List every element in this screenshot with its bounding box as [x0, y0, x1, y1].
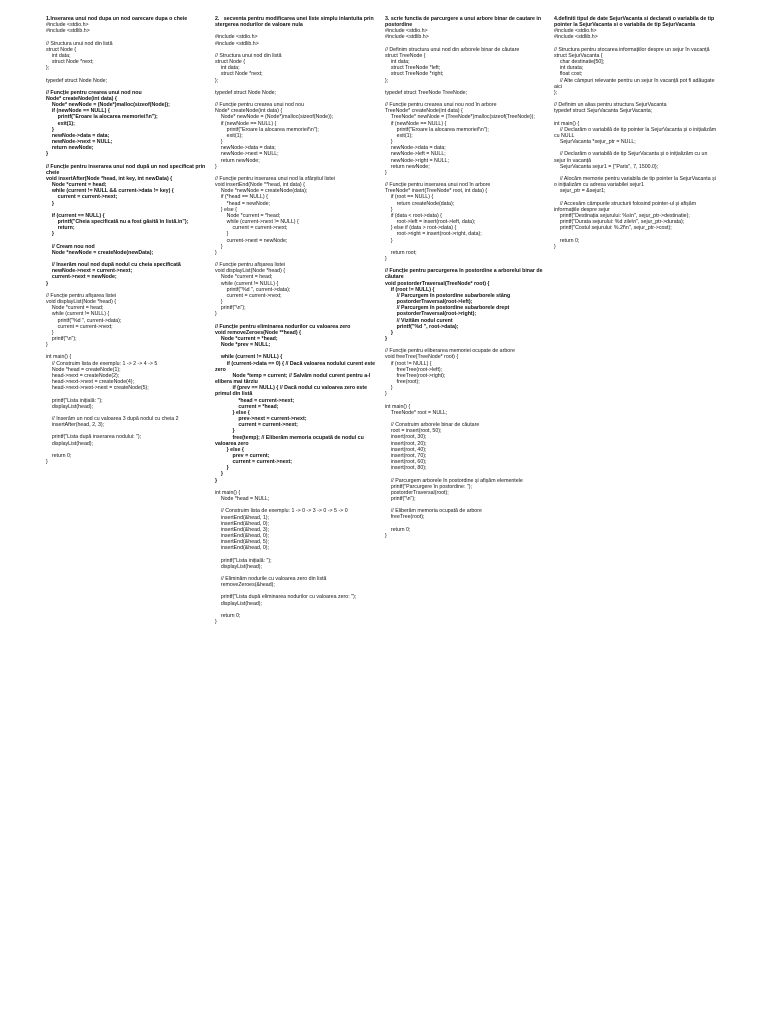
code-line: }: [215, 139, 223, 146]
column-3-bst-postorder: [385, 16, 548, 539]
code-line: while (current != NULL && current->data != key) {: [46, 188, 174, 195]
code-line: };: [215, 77, 219, 84]
code-line: *head = newNode;: [215, 200, 271, 207]
code-line: }: [385, 237, 393, 244]
code-line: TreeNode* createNode(int data) {: [385, 108, 463, 115]
code-line: }: [215, 619, 217, 626]
code-line: }: [215, 249, 217, 256]
code-line: struct Node *next;: [215, 71, 263, 78]
code-line: TreeNode* insert(TreeNode* root, int data) {: [385, 188, 488, 195]
code-line: } else {: [215, 446, 244, 453]
code-line: struct TreeNode *left;: [385, 65, 441, 72]
code-line: // Declarăm o variabilă de tip SejurVacanta și o inițializăm cu un sejur în vacanță: [554, 151, 709, 164]
code-line: // Construim lista de exemplu: 1 -> 0 -> 3 -> 0 -> 5 -> 0: [215, 508, 348, 515]
code-line: displayList(head);: [215, 563, 262, 570]
code-line: int data;: [46, 52, 71, 59]
code-line: if (newNode == NULL) {: [46, 108, 110, 115]
code-line: printf("\n");: [215, 305, 246, 312]
code-line: Node *head = NULL;: [215, 496, 270, 503]
code-line: Node* createNode(int data) {: [46, 95, 117, 102]
code-line: struct TreeNode *right;: [385, 71, 444, 78]
code-line: int main() {: [554, 120, 580, 127]
code-line: return;: [46, 225, 75, 232]
section-heading: 2. secventa pentru modificarea unei liste simplu inlantuita prin stergerea nodurilor de valoare nula: [215, 16, 376, 29]
code-line: newNode->next = current->next;: [46, 268, 133, 275]
code-line: insert(root, 40);: [385, 446, 427, 453]
code-line: void postorderTraversal(TreeNode* root) {: [385, 280, 490, 287]
code-line: } else if (data > root->data) {: [385, 225, 457, 232]
code-line: }: [385, 169, 387, 176]
code-line: struct Node {: [46, 46, 77, 53]
code-line: insertEnd(&head, 3);: [215, 526, 269, 533]
code-line: displayList(head);: [215, 600, 262, 607]
code-line: head->next->next = createNode(4);: [46, 379, 134, 386]
code-line: }: [46, 126, 54, 133]
code-line: Node* createNode(int data) {: [215, 108, 283, 115]
code-line: printf("Durata sejurului: %d zile\n", sejur_ptr->durata);: [554, 219, 685, 226]
code-line: current = *head;: [215, 403, 279, 410]
code-line: printf("%d ", root->data);: [385, 323, 459, 330]
code-line: // Inserăm un nod cu valoarea 3 după nodul cu cheia 2: [46, 415, 179, 422]
code-line: return root;: [385, 249, 417, 256]
code-line: insertEnd(&head, 1);: [215, 514, 269, 521]
code-line: while (current != NULL) {: [46, 311, 110, 318]
code-line: }: [46, 329, 54, 336]
code-line: newNode->next = NULL;: [46, 139, 113, 146]
code-line: postorderTraversal(root->right);: [385, 311, 477, 318]
code-line: newNode->data = data;: [215, 145, 276, 152]
code-line: }: [385, 385, 393, 392]
column-1-insert-after-key: [46, 16, 209, 465]
code-line: }: [46, 231, 54, 238]
code-line: current = current->next;: [215, 225, 288, 232]
code-line: return newNode;: [385, 163, 430, 170]
code-line: int main() {: [215, 489, 241, 496]
code-line: return 0;: [385, 526, 411, 533]
code-line: #include <stdlib.h>: [46, 28, 90, 35]
code-line: void freeTree(TreeNode* root) {: [385, 354, 459, 361]
code-line: // Inserăm noul nod după nodul cu cheia specificată: [46, 262, 181, 269]
code-line: }: [385, 329, 393, 336]
code-line: if (newNode == NULL) {: [385, 120, 447, 127]
code-line: // Funcție pentru inserarea unui nod în arbore: [385, 182, 491, 189]
code-line: int main() {: [385, 403, 411, 410]
code-line: while (current->next != NULL) {: [215, 219, 299, 226]
code-line: printf("Lista inițială: ");: [46, 397, 103, 404]
code-line: current = current->next;: [46, 323, 113, 330]
code-line: // Funcție pentru afișarea listei: [215, 262, 286, 269]
code-line: insert(root, 70);: [385, 452, 427, 459]
code-line: // Declarăm o variabilă de tip pointer la SejurVacanta și o inițializăm cu NULL: [554, 126, 718, 139]
code-line: if (root != NULL) {: [385, 360, 432, 367]
code-line: }: [215, 231, 229, 238]
code-line: displayList(head);: [46, 440, 93, 447]
code-line: };: [554, 89, 558, 96]
code-line: postorderTraversal(root);: [385, 489, 449, 496]
code-line: // Funcție pentru crearea unui nod nou: [215, 102, 305, 109]
code-line: prev->next = current->next;: [215, 416, 307, 423]
code-line: void removeZeroes(Node **head) {: [215, 329, 302, 336]
code-line: float cost;: [554, 71, 583, 78]
code-line: insertEnd(&head, 5);: [215, 539, 269, 546]
code-line: }: [46, 151, 49, 158]
code-line: } else {: [215, 409, 250, 416]
code-line: current->next = newNode;: [215, 237, 288, 244]
code-line: printf("Costul sejurului: %.2f\n", sejur_ptr->cost);: [554, 225, 672, 232]
code-line: // Definim un alias pentru structura SejurVacanta: [554, 102, 667, 109]
code-line: freeTree(root->right);: [385, 372, 446, 379]
code-line: }: [46, 342, 48, 349]
code-line: exit(1);: [385, 132, 413, 139]
code-line: if (newNode == NULL) {: [215, 120, 277, 127]
code-line: removeZeroes(&head);: [215, 582, 275, 589]
code-line: Node *head = createNode(1);: [46, 366, 121, 373]
code-line: }: [554, 243, 556, 250]
code-line: // Eliberăm memoria ocupată de arbore: [385, 508, 482, 515]
code-line: exit(1);: [215, 132, 243, 139]
code-line: // Definim structura unui nod din arborele binar de căutare: [385, 46, 520, 53]
code-line: Node *current = head;: [215, 274, 273, 281]
code-line: void displayList(Node *head) {: [46, 299, 117, 306]
code-line: exit(1);: [46, 120, 75, 127]
code-line: if (current == NULL) {: [46, 212, 105, 219]
code-line: printf("\n");: [385, 496, 416, 503]
code-line: }: [215, 465, 229, 472]
code-line: Node *newNode = createNode(newData);: [46, 249, 154, 256]
code-line: }: [46, 459, 48, 466]
code-line: }: [385, 206, 393, 213]
code-line: }: [46, 200, 54, 207]
code-line: #include <stdio.h>: [46, 22, 89, 29]
code-line: if (root == NULL) {: [385, 194, 434, 201]
code-line: int data;: [385, 59, 410, 66]
code-line: printf("Eroare la alocarea memoriei!\n");: [46, 114, 158, 121]
code-line: insertEnd(&head, 0);: [215, 545, 269, 552]
code-line: int main() {: [46, 354, 72, 361]
code-line: insert(root, 80);: [385, 465, 427, 472]
code-line: newNode->data = data;: [46, 132, 110, 139]
code-line: void insertEnd(Node **head, int data) {: [215, 182, 305, 189]
code-line: newNode->next = NULL;: [215, 151, 279, 158]
code-line: return newNode;: [46, 145, 94, 152]
code-line: if (prev == NULL) { // Dacă nodul cu valoarea zero este primul din listă: [215, 385, 369, 398]
code-line: root->right = insert(root->right, data);: [385, 231, 482, 238]
code-line: // Eliminăm nodurile cu valoarea zero din listă: [215, 576, 327, 583]
section-heading: 1.Inserarea unui nod dupa un nod oarecare dupa o cheie: [46, 16, 188, 22]
code-line: #include <stdio.h>: [554, 28, 597, 35]
code-line: }: [385, 336, 388, 343]
code-line: }: [215, 299, 223, 306]
code-line: // Funcție pentru crearea unui nod nou: [46, 89, 142, 96]
code-line: // Funcție pentru crearea unui nou nod în arbore: [385, 102, 497, 109]
code-line: while (current != NULL) {: [215, 280, 279, 287]
code-line: root = insert(root, 50);: [385, 428, 442, 435]
code-line: insert(root, 20);: [385, 440, 427, 447]
code-line: // Parcurgem arborele în postordine și afișăm elementele: [385, 477, 523, 484]
code-line: // Structura pentru stocarea informațiilor despre un sejur în vacanță: [554, 46, 710, 53]
code-line: printf("Eroare la alocarea memoriei!\n");: [385, 126, 489, 133]
code-line: struct Node *next;: [46, 59, 94, 66]
code-line: if (*head == NULL) {: [215, 194, 268, 201]
code-line: #include <stdlib.h>: [385, 34, 429, 41]
code-line: // Parcurgem în postordine subarborele drept: [385, 305, 510, 312]
code-line: Node *current = head;: [46, 305, 104, 312]
code-line: free(temp); // Eliberăm memoria ocupată de nodul cu valoarea zero: [215, 434, 366, 447]
code-line: return createNode(data);: [385, 200, 455, 207]
code-line: printf("%d ", current->data);: [215, 286, 291, 293]
code-line: Node *current = head;: [46, 182, 107, 189]
code-line: // Parcurgem în postordine subarborele stâng: [385, 292, 511, 299]
code-line: printf("Destinația sejurului: %s\n", sejur_ptr->destinatie);: [554, 212, 690, 219]
code-line: }: [385, 256, 387, 263]
code-line: return 0;: [46, 452, 72, 459]
code-line: struct Node {: [215, 59, 246, 66]
code-line: // Alocăm memorie pentru variabila de tip pointer la SejurVacanta și o inițializăm cu adresa variabilei sejur1: [554, 175, 718, 189]
code-line: // Funcție pentru eliminarea nodurilor cu valoarea zero: [215, 323, 351, 330]
code-line: typedef struct TreeNode TreeNode;: [385, 89, 468, 96]
code-line: *head = current->next;: [215, 397, 295, 404]
code-line: Node* newNode = (Node*)malloc(sizeof(Node));: [46, 102, 170, 109]
code-line: TreeNode* root = NULL;: [385, 409, 448, 416]
code-line: prev = current;: [215, 452, 270, 459]
code-line: // Funcție pentru parcurgerea în postordine a arborelui binar de căutare: [385, 268, 544, 281]
code-line: insertEnd(&head, 0);: [215, 532, 269, 539]
code-line: newNode->data = data;: [385, 145, 446, 152]
code-line: int data;: [215, 65, 240, 72]
code-line: printf("Parcurgere în postordine: ");: [385, 483, 472, 490]
code-line: current = current->next;: [215, 459, 293, 466]
code-line: freeTree(root->left);: [385, 366, 443, 373]
code-line: head->next->next->next = createNode(5);: [46, 385, 149, 392]
code-line: sejur_ptr = &sejur1;: [554, 188, 606, 195]
code-line: void insertAfter(Node *head, int key, int newData) {: [46, 176, 173, 182]
code-line: Node *current = *head;: [215, 212, 281, 219]
code-line: // Structura unui nod din listă: [46, 40, 113, 47]
code-line: head->next = createNode(2);: [46, 372, 120, 379]
code-line: TreeNode* newNode = (TreeNode*)malloc(sizeof(TreeNode));: [385, 114, 535, 121]
code-line: }: [385, 391, 387, 398]
code-line: }: [215, 477, 218, 484]
code-line: printf("Eroare la alocarea memoriei!\n");: [215, 126, 319, 133]
code-line: printf("%d ", current->data);: [46, 317, 122, 324]
code-line: }: [215, 428, 235, 435]
code-line: }: [215, 163, 217, 170]
code-line: return newNode;: [215, 157, 260, 164]
code-line: current = current->next;: [215, 292, 282, 299]
code-line: current = current->next;: [215, 422, 298, 429]
code-line: if (data < root->data) {: [385, 212, 442, 219]
code-line: Node* newNode = (Node*)malloc(sizeof(Node));: [215, 114, 334, 121]
code-line: current->next = newNode;: [46, 274, 117, 281]
code-line: postorderTraversal(root->left);: [385, 299, 473, 306]
section-heading: 4.definiti tipul de date SejurVacanta si declarati o variabila de tip pointer la SejurVacanta si o variabila de tip SejurVacanta: [554, 16, 716, 29]
code-line: #include <stdio.h>: [385, 28, 428, 35]
code-line: Node *prev = NULL;: [215, 342, 271, 349]
code-line: while (current != NULL) {: [215, 354, 283, 361]
code-line: // Construim lista de exemplu: 1 -> 2 -> 4 -> 5: [46, 360, 158, 367]
code-line: printf("Lista după eliminarea nodurilor cu valoarea zero: ");: [215, 594, 357, 601]
code-line: displayList(head);: [46, 403, 93, 410]
code-line: }: [385, 139, 393, 146]
code-line: // Funcție pentru inserarea unui nod la sfârșitul listei: [215, 175, 335, 182]
code-line: printf("Lista inițială: ");: [215, 557, 272, 564]
code-line: if (current->data == 0) { // Dacă valoarea nodului curent este zero: [215, 360, 377, 373]
code-line: };: [385, 77, 389, 84]
code-line: // Cream nou nod: [46, 243, 95, 250]
code-line: #include <stdio.h>: [215, 34, 258, 41]
code-line: return 0;: [215, 612, 241, 619]
code-line: typedef struct SejurVacanta SejurVacanta;: [554, 108, 653, 115]
code-line: current = current->next;: [46, 194, 118, 201]
code-line: insertEnd(&head, 0);: [215, 520, 269, 527]
code-line: int durata;: [554, 65, 584, 72]
code-line: }: [215, 243, 223, 250]
code-line: #include <stdlib.h>: [554, 34, 598, 41]
code-line: Node *temp = current; // Salvăm nodul curent pentru a-l elibera mai târziu: [215, 372, 372, 386]
code-line: Node *current = *head;: [215, 336, 278, 343]
code-line: printf("\n");: [46, 336, 77, 342]
code-line: // Structura unui nod din listă: [215, 52, 282, 59]
code-line: newNode->left = NULL;: [385, 151, 446, 158]
code-line: // Vizităm nodul curent: [385, 317, 453, 324]
code-line: struct SejurVacanta {: [554, 52, 603, 59]
code-line: // Funcție pentru afișarea listei: [46, 292, 117, 299]
code-line: typedef struct Node Node;: [46, 77, 107, 84]
code-line: char destinatie[50];: [554, 59, 605, 66]
code-line: }: [215, 311, 217, 318]
code-line: free(root);: [385, 379, 420, 386]
code-line: }: [46, 280, 49, 287]
code-line: struct TreeNode {: [385, 52, 426, 59]
code-line: root->left = insert(root->left, data);: [385, 219, 476, 226]
code-line: }: [215, 471, 223, 478]
code-line: insert(root, 30);: [385, 434, 427, 441]
column-2-remove-zero-nodes: [215, 16, 378, 625]
code-line: newNode->right = NULL;: [385, 157, 449, 164]
code-line: // Funcție pentru eliberarea memoriei ocupate de arbore: [385, 348, 515, 355]
code-line: insertAfter(head, 2, 3);: [46, 422, 105, 429]
code-line: // Construim arborele binar de căutare: [385, 422, 480, 429]
code-line: };: [46, 65, 50, 72]
code-line: freeTree(root);: [385, 514, 425, 521]
code-line: } else {: [215, 206, 237, 213]
code-line: SejurVacanta sejur1 = {"Paris", 7, 1500.0};: [554, 163, 659, 170]
code-line: SejurVacanta *sejur_ptr = NULL;: [554, 139, 636, 146]
code-line: // Funcție pentru inserarea unui nod după un nod specificat prin cheie: [46, 163, 207, 176]
code-line: return 0;: [554, 237, 580, 244]
code-line: typedef struct Node Node;: [215, 89, 276, 96]
code-line: // Alte câmpuri relevante pentru un sejur în vacanță pot fi adăugate aici: [554, 77, 716, 90]
code-line: printf("Lista după inserarea nodului: ");: [46, 434, 142, 441]
code-line: printf("Cheia specificată nu a fost găsită în listă.\n");: [46, 219, 189, 226]
code-line: }: [385, 532, 387, 539]
column-4-sejur-vacanta: [554, 16, 717, 250]
code-line: if (root != NULL) {: [385, 286, 435, 293]
code-line: insert(root, 60);: [385, 459, 427, 466]
section-heading: 3. scrie functia de parcurgere a unui arbore binar de cautare in postordine: [385, 16, 543, 29]
code-line: void displayList(Node *head) {: [215, 268, 286, 275]
code-line: // Accesăm câmpurile structurii folosind pointer-ul și afișăm informațiile despre sejur: [554, 200, 698, 213]
code-line: #include <stdlib.h>: [215, 40, 259, 47]
code-line: Node *newNode = createNode(data);: [215, 188, 308, 195]
